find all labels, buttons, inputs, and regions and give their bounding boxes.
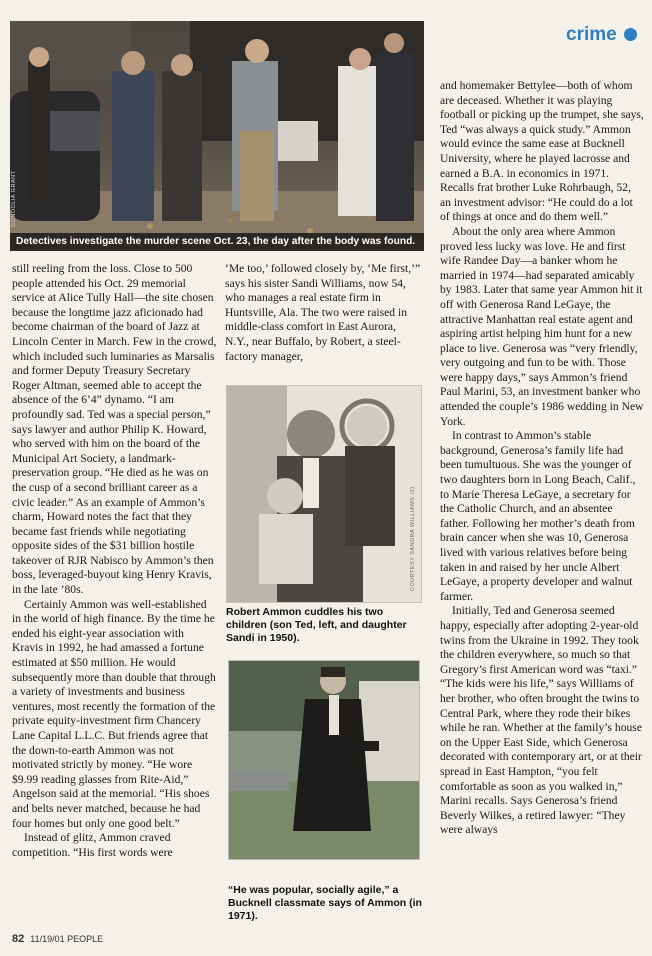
paragraph: and homemaker Bettylee—both of whom are deceased. Whether it was playing football or picking up the trumpet, she says, Ted “was always a quick study.” Ammon would evince the same ease at Bucknell University, where he played lacrosse and earned a B.A. in economics in 1971. Recalls frat brother Luke Rohrbaugh, 52, an investment advisor: “He could do a lot of things at once and do them well.” [440,79,644,224]
graduation-photo-image [229,661,419,859]
top-photo-caption: Detectives investigate the murder scene Oct. 23, the day after the body was found. [16,236,416,247]
paragraph: Initially, Ted and Generosa seemed happy, especially after adopting 2-year-old twins from the Ukraine in 1992. They took the children everywhere, so much so that Gregory’s first American word was “taxi.” “The kids were his life,” says Williams of her brother, who often brought the twins to Central Park, where they rode their bikes while he ran. Whether at the family’s house on the Upper East Side, which Generosa decorated with contemporary art, or at their spread in East Hampton, “you felt comfortable as soon as you walked in,” Marini recalls. Says Generosa’s friend Beverly Wilkes, a retired lawyer: “They were always [440,604,642,837]
paragraph: In contrast to Ammon’s stable background, Generosa’s family life had been tumultuous. She was the younger of two daughters born in Long Beach, Calif., to Marie Theresa LeGaye, a secretary for the Catholic Church, and an absentee father. Following her mother’s death from brain cancer when she was 10, Generosa lived with various relatives before being taken in and raised by her uncle Albert LeGaye, a property developer and walnut farmer. [440,429,636,603]
paragraph: About the only area where Ammon proved less lucky was love. He and first wife Randee Day—a banker whom he married in 1974—had separated amicably by 1983. Later that same year Ammon hit it off with Generosa Rand LeGaye, the attractive Manhattan real estate agent and aspiring artist helping him hunt for a new place to live. Generosa was “very friendly, very outgoing and fun to be with. Those were happy days,” says Ammon’s friend Paul Marini, 53, an investment banker who attended the couple’s 1986 wedding in New York. [440,224,644,428]
family-photo-image [227,386,421,602]
section-label [566,24,637,46]
family-photo-1950 [226,385,422,603]
paragraph: still reeling from the loss. Close to 500 people attended his Oct. 29 memorial service at Alice Tully Hall—the site chosen because the longtime jazz aficionado had become chairman of the board of Jazz at Lincoln Center in March. Few in the crowd, which included such luminaries as Marsalis and former Deputy Treasury Secretary Roger Altman, seemed able to accept the absence of the 6’4” dynamo. “I am profoundly sad. Ted was a special person,” says lawyer and author Philip K. Howard, who served with him on the board of the Municipal Art Society, a landmark-preservation group. “He died as he was on the cusp of a second brilliant career as a civic leader.” As an example of Ammon’s charm, Howard notes the fact that they became fast friends while negotiating opposite sides of the $31 billion hostile takeover of RJR Nabisco by Ammon’s then boss, leveraged-buyout king Henry Kravis, in the late ’80s. [12,262,217,597]
paragraph: ‘Me too,’ followed closely by, ‘Me first,’” says his sister Sandi Williams, now 54, who manages a real estate firm in Huntsville, Ala. The two were raised in middle-class comfort in East Aurora, N.Y., near Buffalo, by Robert, a steel-factory manager, [225,262,421,363]
top-photo-credit: GONDOLIA GRANT [11,170,17,227]
crime-scene-image [10,21,424,251]
family-photo-caption: Robert Ammon cuddles his two children (son Ted, left, and daughter Sandi in 1950). [226,606,407,644]
page-footer [12,933,103,945]
section-label-text: crime [566,24,617,45]
article-column-middle [225,262,421,364]
article-column-left [12,262,217,860]
paragraph: Instead of glitz, Ammon craved competition. “His first words were [12,831,173,859]
family-photo-credit: COURTESY SANDRA WILLIAMS (2) [410,486,416,591]
graduation-photo-caption: “He was popular, socially agile,” a Bucknell classmate says of Ammon (in 1971). [228,884,422,922]
page-number: 82 [12,933,25,945]
paragraph: Certainly Ammon was well-established in the world of high finance. By the time he ended his eight-year association with Kravis in 1992, he had amassed a fortune estimated at $50 million. He would subsequently more than double that through a variety of investments and business ventures, most recently the formation of the private equity-investment firm Chancery Lane Capital L.L.C. But friends agree that the down-to-earth Ammon was not motivated strictly by money. “He wore $9.99 reading glasses from Rite-Aid,” Angelson said at the memorial. “His shoes and belts never matched, because he had four homes but only one good belt.” [12,597,216,830]
article-column-right [440,79,644,838]
crime-scene-photo [10,21,424,251]
issue-label: 11/19/01 PEOPLE [30,934,104,944]
section-dot-icon [624,28,637,41]
graduation-photo-1971 [228,660,420,860]
